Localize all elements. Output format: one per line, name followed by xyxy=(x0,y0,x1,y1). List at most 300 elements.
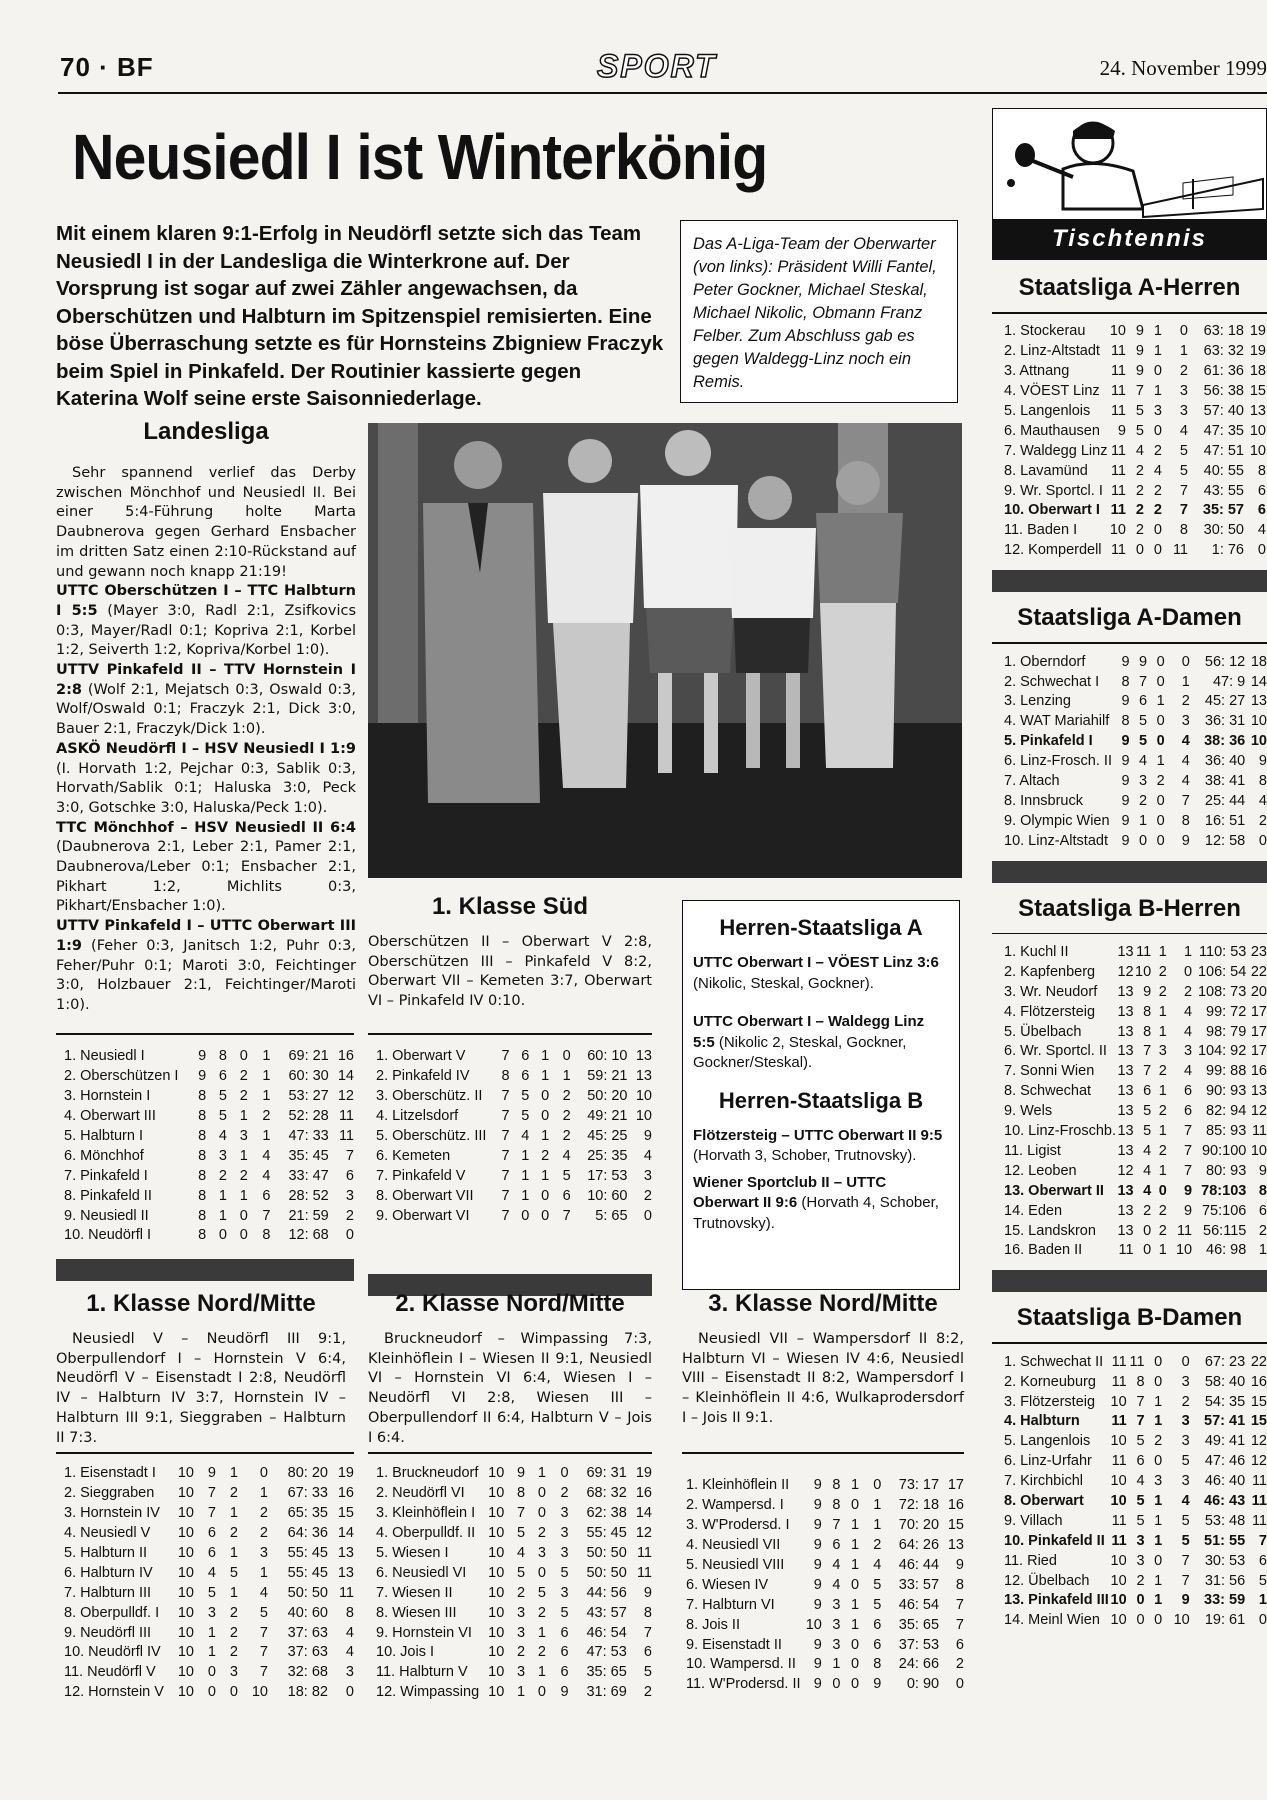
team-cell: 6. Neusiedl VI xyxy=(376,1564,467,1581)
stat-cell: 5 xyxy=(517,1525,526,1542)
table-tennis-player-icon xyxy=(993,109,1267,221)
table-row xyxy=(64,1643,354,1663)
stat-cell: 31: 69 xyxy=(586,1684,627,1701)
stat-cell: 3 xyxy=(560,1525,569,1542)
stat-cell: 0 xyxy=(541,1088,550,1105)
stat-cell: 54: 35 xyxy=(1204,1393,1246,1410)
stat-cell: 43: 55 xyxy=(1203,482,1244,499)
stat-cell: 1 xyxy=(262,1088,271,1105)
stat-cell: 46: 44 xyxy=(898,1557,940,1573)
stat-cell: 46: 40 xyxy=(1204,1473,1246,1490)
stat-cell: 13 xyxy=(1117,1083,1134,1100)
stat-cell: 9 xyxy=(1121,693,1130,710)
table-row xyxy=(1004,381,1266,401)
team-cell: 4. Oberwart III xyxy=(64,1108,156,1125)
stat-cell: 12: 68 xyxy=(288,1227,329,1244)
stat-cell: 11 xyxy=(1251,1512,1267,1529)
stat-cell: 2 xyxy=(1135,482,1144,499)
stat-cell: 55: 45 xyxy=(287,1564,328,1581)
stat-cell: 6 xyxy=(1258,1202,1267,1219)
team-cell: 12. Leoben xyxy=(1004,1162,1077,1179)
table-row xyxy=(376,1166,652,1186)
stat-cell: 2 xyxy=(259,1505,268,1522)
stat-cell: 7 xyxy=(1143,1063,1152,1080)
stat-cell: 10 xyxy=(1249,442,1266,459)
stat-cell: 13 xyxy=(1117,1182,1134,1199)
table-row xyxy=(1004,1352,1267,1372)
stat-cell: 1 xyxy=(521,1167,530,1184)
stat-cell: 10 xyxy=(177,1604,194,1621)
nord-mitte-2-title: 2. Klasse Nord/Mitte xyxy=(395,1290,625,1317)
stat-cell: 0 xyxy=(345,1227,354,1244)
stat-cell: 38: 41 xyxy=(1204,772,1246,789)
match-teams: UTTC Oberwart I – Waldegg Linz 5:5 xyxy=(693,1013,925,1051)
stat-cell: 5 xyxy=(521,1108,530,1125)
stat-cell: 0 xyxy=(239,1048,248,1065)
team-cell: 9. Wels xyxy=(1004,1103,1053,1120)
nord-mitte-2-table xyxy=(376,1464,652,1703)
table-row xyxy=(1004,1121,1267,1141)
stat-cell: 0 xyxy=(537,1505,546,1522)
stat-cell: 73: 17 xyxy=(898,1477,940,1494)
team-cell: 10. Linz-Froschb. xyxy=(1004,1123,1117,1140)
stat-cell: 40: 55 xyxy=(1203,462,1244,479)
stat-cell: 0 xyxy=(207,1684,216,1701)
team-cell: 2. Sieggraben xyxy=(64,1485,155,1502)
stat-cell: 7 xyxy=(207,1485,216,1502)
stat-cell: 24: 66 xyxy=(898,1656,940,1673)
stat-cell: 3 xyxy=(345,1187,354,1204)
stat-cell: 46: 54 xyxy=(898,1596,940,1613)
table-row xyxy=(376,1186,652,1206)
team-cell: 7. Waldegg Linz xyxy=(1004,442,1108,459)
landesliga-match xyxy=(56,917,356,1016)
stat-cell: 0 xyxy=(1143,1222,1152,1239)
table-row xyxy=(1004,540,1266,560)
stat-cell: 11 xyxy=(1110,542,1126,559)
team-cell: 4. Neusiedl VII xyxy=(686,1537,781,1554)
stat-cell: 8 xyxy=(198,1207,207,1224)
table-row xyxy=(686,1515,964,1535)
stat-cell: 8 xyxy=(1121,713,1130,730)
stat-cell: 50: 20 xyxy=(587,1088,628,1105)
table-row xyxy=(64,1563,354,1583)
stat-cell: 10 xyxy=(1110,1592,1127,1609)
match-detail: (Feher 0:3, Janitsch 1:2, Puhr 0:3, Feher/Puhr 0:1; Maroti 3:0, Feichtinger 3:0, Holzbauer 2:1, Feichtinger/Maroti 1:0). xyxy=(56,937,356,1013)
stat-cell: 3 xyxy=(1153,403,1162,419)
stat-cell: 8 xyxy=(832,1477,841,1494)
stat-cell: 2 xyxy=(229,1485,238,1502)
stat-cell: 49: 21 xyxy=(587,1108,628,1125)
stat-cell: 9 xyxy=(643,1128,652,1144)
stat-cell: 11 xyxy=(1111,1453,1127,1470)
stat-cell: 1 xyxy=(541,1128,550,1144)
stat-cell: 1 xyxy=(541,1167,550,1184)
team-cell: 8. Wiesen III xyxy=(376,1604,457,1621)
stat-cell: 11 xyxy=(1251,1473,1267,1490)
stat-cell: 52: 28 xyxy=(288,1108,329,1125)
stat-cell: 7 xyxy=(1181,792,1190,809)
stat-cell: 5 xyxy=(562,1167,571,1184)
stat-cell: 1 xyxy=(517,1684,526,1701)
stat-cell: 0 xyxy=(1181,653,1190,670)
table-row xyxy=(64,1583,354,1603)
stat-cell: 78:103 xyxy=(1201,1182,1247,1199)
stat-cell: 9 xyxy=(1121,753,1130,770)
team-cell: 2. Linz-Altstadt xyxy=(1004,343,1100,360)
stat-cell: 6 xyxy=(1139,693,1148,710)
table-row xyxy=(1004,461,1266,481)
table-row xyxy=(64,1543,354,1563)
stat-cell: 10 xyxy=(488,1525,505,1542)
stat-cell: 3 xyxy=(832,1636,841,1653)
table-row xyxy=(64,1623,354,1643)
stat-cell: 0 xyxy=(1154,1373,1163,1390)
stat-cell: 0 xyxy=(1153,542,1162,559)
stat-cell: 36: 31 xyxy=(1204,713,1246,730)
stat-cell: 58: 40 xyxy=(1204,1373,1246,1390)
stat-cell: 8 xyxy=(1257,462,1266,479)
stat-cell: 9 xyxy=(1135,363,1144,380)
stat-cell: 47: 51 xyxy=(1203,442,1244,459)
table-row xyxy=(1004,1081,1267,1101)
team-cell: 10. Neudörfl I xyxy=(64,1227,152,1244)
stat-cell: 35: 45 xyxy=(288,1147,329,1164)
team-cell: 2. Kapfenberg xyxy=(1004,963,1096,980)
table-row xyxy=(1004,1591,1267,1611)
stat-cell: 64: 26 xyxy=(898,1537,940,1554)
klasse-sued-table xyxy=(376,1047,652,1226)
team-cell: 5. Langenlois xyxy=(1004,1433,1091,1450)
stat-cell: 0 xyxy=(643,1207,652,1224)
stat-cell: 9 xyxy=(1139,653,1148,670)
stat-cell: 1 xyxy=(1154,1512,1163,1529)
stat-cell: 11 xyxy=(338,1584,354,1601)
nord-mitte-3-section xyxy=(682,1290,964,1429)
stat-cell: 11 xyxy=(1111,1373,1127,1390)
stat-cell: 9 xyxy=(1121,772,1130,789)
stat-cell: 22 xyxy=(1250,1353,1267,1370)
stat-cell: 0 xyxy=(345,1684,354,1701)
table-row xyxy=(376,1146,652,1166)
stat-cell: 2 xyxy=(517,1584,526,1601)
nord-mitte-3-results: Neusiedl VII – Wampersdorf II 8:2, Halbturn VI – Wiesen IV 4:6, Neusiedl VIII – Eisenstadt II 8:2, Wampersdorf I – Kleinhöflein II 4:6, Wulkaprodersdorf I – Jois II 9:1. xyxy=(682,1331,964,1426)
stat-cell: 13 xyxy=(1250,693,1267,710)
team-cell: 4. Flötzersteig xyxy=(1004,1003,1096,1020)
stat-cell: 36: 40 xyxy=(1204,753,1246,770)
issue-date: 24. November 1999 xyxy=(1099,56,1267,80)
stat-cell: 2 xyxy=(537,1604,546,1621)
nord-mitte-1-table-wrap xyxy=(56,1452,354,1702)
team-cell: 3. Flötzersteig xyxy=(1004,1393,1096,1410)
stat-cell: 4 xyxy=(517,1545,526,1561)
team-cell: 14. Meinl Wien xyxy=(1004,1612,1100,1629)
team-cell: 1. Bruckneudorf xyxy=(376,1465,479,1482)
header-rule xyxy=(58,92,1267,94)
stat-cell: 6 xyxy=(207,1525,216,1542)
stat-cell: 16 xyxy=(635,1485,652,1502)
stat-cell: 8 xyxy=(1143,1023,1152,1040)
stat-cell: 0 xyxy=(1156,713,1165,730)
stat-cell: 2 xyxy=(1136,1572,1145,1589)
stat-cell: 16 xyxy=(1250,1063,1267,1080)
stat-cell: 8 xyxy=(1121,673,1130,690)
stat-cell: 1 xyxy=(1158,1162,1167,1179)
stat-cell: 6 xyxy=(1184,1103,1193,1120)
stat-cell: 18 xyxy=(1249,363,1266,380)
stat-cell: 7 xyxy=(517,1505,526,1522)
table-row xyxy=(376,1066,652,1086)
match-teams: UTTC Oberwart I – VÖEST Linz 3:6 xyxy=(693,954,939,971)
stat-cell: 10 xyxy=(805,1616,822,1633)
stat-cell: 11 xyxy=(636,1564,652,1581)
stat-cell: 82: 94 xyxy=(1206,1103,1247,1120)
team-cell: 4. Neusiedl V xyxy=(64,1525,151,1542)
stat-cell: 10 xyxy=(1250,1142,1267,1159)
stat-cell: 0 xyxy=(1258,832,1267,849)
stat-cell: 19 xyxy=(1249,343,1266,360)
team-cell: 8. Oberwart xyxy=(1004,1493,1084,1510)
table-row xyxy=(1004,731,1267,751)
stat-cell: 1 xyxy=(1139,812,1148,829)
table-row xyxy=(1004,771,1267,791)
stat-cell: 80: 93 xyxy=(1206,1162,1247,1179)
stat-cell: 10 xyxy=(1110,1612,1127,1629)
team-cell: 1. Eisenstadt I xyxy=(64,1465,156,1482)
stat-cell: 1 xyxy=(851,1537,860,1554)
stat-cell: 9 xyxy=(873,1676,882,1693)
stat-cell: 0 xyxy=(851,1656,860,1673)
stat-cell: 1 xyxy=(851,1477,860,1494)
lead-paragraph: Mit einem klaren 9:1-Erfolg in Neudörfl setzte sich das Team Neusiedl I in der Landesliga die Winterkrone auf. Der Vorsprung ist sogar auf zwei Zähler angewachsen, da Oberschützen und Halbturn im Spitzenspiel remisierten. Eine böse Überraschung setzte es für Hornsteins Zbigniew Fraczyk beim Spiel in Pinkafeld. Der Routinier kassierte gegen Katerina Wolf seine erste Saisonniederlage. xyxy=(56,222,664,410)
stat-cell: 8 xyxy=(345,1604,354,1621)
stat-cell: 0 xyxy=(1156,812,1165,829)
table-row xyxy=(1004,1531,1267,1551)
table-top-rule xyxy=(56,1452,354,1454)
stat-cell: 8 xyxy=(198,1128,207,1144)
stat-cell: 1 xyxy=(541,1048,550,1065)
stat-cell: 6 xyxy=(207,1545,216,1561)
stat-cell: 5 xyxy=(259,1604,268,1621)
stat-cell: 6 xyxy=(1257,482,1266,499)
stat-cell: 1 xyxy=(1158,1003,1167,1020)
team-cell: 7. Halbturn III xyxy=(64,1584,152,1601)
table-row xyxy=(1004,982,1267,1002)
stat-cell: 3 xyxy=(832,1616,841,1633)
table-row xyxy=(1004,1571,1267,1591)
stat-cell: 11 xyxy=(1111,1353,1127,1370)
team-cell: 8. Innsbruck xyxy=(1004,792,1083,809)
stat-cell: 2 xyxy=(537,1525,546,1542)
stat-cell: 1 xyxy=(239,1108,248,1125)
stat-cell: 3 xyxy=(537,1545,546,1561)
stat-cell: 2 xyxy=(259,1525,268,1542)
stat-cell: 31: 56 xyxy=(1204,1572,1246,1589)
stat-cell: 0 xyxy=(259,1465,268,1482)
stat-cell: 8 xyxy=(1143,1003,1152,1020)
table-row xyxy=(376,1583,652,1603)
herren-b-result-2 xyxy=(683,1173,959,1235)
stat-cell: 59: 21 xyxy=(587,1068,628,1085)
team-cell: 10. Oberwart I xyxy=(1004,502,1100,519)
stat-cell: 7 xyxy=(832,1517,841,1534)
team-cell: 6. Mauthausen xyxy=(1004,422,1100,439)
stat-cell: 13 xyxy=(1117,1063,1134,1080)
a-damen-table xyxy=(1004,652,1267,851)
stat-cell: 32: 68 xyxy=(287,1664,328,1681)
stat-cell: 10 xyxy=(488,1624,505,1641)
stat-cell: 14 xyxy=(1250,673,1267,690)
landesliga-title: Landesliga xyxy=(143,418,269,445)
stat-cell: 13 xyxy=(1117,1123,1134,1140)
stat-cell: 6 xyxy=(955,1636,964,1653)
stat-cell: 3 xyxy=(560,1584,569,1601)
stat-cell: 1: 76 xyxy=(1211,542,1244,559)
stat-cell: 2 xyxy=(1158,1063,1167,1080)
stat-cell: 5 xyxy=(517,1564,526,1581)
herren-a-result-1 xyxy=(683,953,959,994)
stat-cell: 110: 53 xyxy=(1199,944,1247,961)
stat-cell: 10 xyxy=(177,1564,194,1581)
stat-cell: 1 xyxy=(521,1147,530,1164)
stat-cell: 11 xyxy=(1111,1532,1127,1549)
stat-cell: 28: 52 xyxy=(288,1187,329,1204)
stat-cell: 30: 53 xyxy=(1204,1552,1246,1569)
table-row xyxy=(1004,421,1266,441)
stat-cell: 10 xyxy=(488,1485,505,1502)
stat-cell: 11 xyxy=(1177,1222,1193,1239)
stat-cell: 10 xyxy=(488,1684,505,1701)
stat-cell: 1 xyxy=(1154,1532,1163,1549)
team-cell: 9. Eisenstadt II xyxy=(686,1636,782,1653)
stat-cell: 5 xyxy=(560,1564,569,1581)
stat-cell: 0 xyxy=(1156,832,1165,849)
stat-cell: 10 xyxy=(488,1664,505,1681)
stat-cell: 12 xyxy=(635,1525,652,1542)
stat-cell: 2 xyxy=(1143,1202,1152,1219)
stat-cell: 11 xyxy=(1172,542,1188,559)
stat-cell: 3 xyxy=(560,1545,569,1561)
team-cell: 2. Pinkafeld IV xyxy=(376,1068,470,1085)
stat-cell: 6 xyxy=(560,1624,569,1641)
stat-cell: 37: 63 xyxy=(287,1624,328,1641)
stat-cell: 11 xyxy=(1110,482,1126,499)
team-cell: 12. Wimpassing xyxy=(376,1684,480,1701)
stat-cell: 7 xyxy=(1136,1393,1145,1410)
stat-cell: 3 xyxy=(259,1545,268,1561)
stat-cell: 16: 51 xyxy=(1204,812,1246,829)
stat-cell: 7 xyxy=(1136,1413,1145,1430)
stat-cell: 0 xyxy=(537,1564,546,1581)
stat-cell: 72: 18 xyxy=(898,1497,940,1514)
stat-cell: 69: 31 xyxy=(586,1465,627,1482)
team-cell: 1. Stockerau xyxy=(1004,323,1086,340)
stat-cell: 10 xyxy=(177,1624,194,1641)
stat-cell: 9 xyxy=(560,1684,569,1701)
stat-cell: 0 xyxy=(1156,733,1165,750)
stat-cell: 2 xyxy=(1158,1222,1167,1239)
table-row xyxy=(376,1682,652,1702)
stat-cell: 1 xyxy=(1154,1493,1163,1510)
stat-cell: 35: 57 xyxy=(1202,502,1244,519)
stat-cell: 5 xyxy=(218,1108,227,1125)
stat-cell: 50: 50 xyxy=(287,1584,328,1601)
stat-cell: 15 xyxy=(947,1517,964,1534)
stat-cell: 57: 41 xyxy=(1204,1413,1246,1430)
team-cell: 9. Villach xyxy=(1004,1512,1063,1529)
stat-cell: 10 xyxy=(177,1684,194,1701)
stat-cell: 3 xyxy=(345,1664,354,1681)
table-row xyxy=(1004,361,1266,381)
stat-cell: 2 xyxy=(560,1485,569,1502)
match-teams: Wiener Sportclub II – UTTC Oberwart II 9:6 xyxy=(693,1173,887,1211)
stat-cell: 6 xyxy=(562,1187,571,1204)
herren-staatsliga-a-title: Herren-Staatsliga A xyxy=(719,915,923,940)
stat-cell: 11 xyxy=(1136,944,1152,961)
landesliga-match xyxy=(56,819,356,918)
stat-cell: 2 xyxy=(1258,812,1267,829)
stat-cell: 0 xyxy=(1179,323,1188,340)
team-cell: 1. Oberwart V xyxy=(376,1048,466,1065)
stat-cell: 1 xyxy=(239,1187,248,1204)
team-cell: 13. Pinkafeld III xyxy=(1004,1592,1109,1609)
stat-cell: 0 xyxy=(537,1485,546,1502)
stat-cell: 9 xyxy=(198,1048,207,1065)
stat-cell: 1 xyxy=(1179,343,1188,360)
table-row xyxy=(1004,1491,1267,1511)
stat-cell: 5 xyxy=(1181,1512,1190,1529)
team-cell: 4. Oberpulldf. II xyxy=(376,1525,476,1542)
stat-cell: 8 xyxy=(1258,772,1267,789)
stat-cell: 11 xyxy=(1129,1353,1145,1370)
stat-cell: 4 xyxy=(1143,1142,1152,1159)
team-cell: 11. Ligist xyxy=(1004,1142,1061,1159)
stat-cell: 11 xyxy=(338,1128,354,1144)
stat-cell: 2 xyxy=(1158,1103,1167,1120)
stat-cell: 13 xyxy=(1117,983,1134,1000)
team-cell: 6. Linz-Urfahr xyxy=(1004,1453,1092,1470)
table-row xyxy=(1004,942,1267,962)
stat-cell: 4 xyxy=(1184,1063,1193,1080)
table-bottom-bar xyxy=(992,1270,1267,1292)
stat-cell: 40: 60 xyxy=(287,1604,328,1621)
stat-cell: 7 xyxy=(501,1088,510,1105)
stat-cell: 8 xyxy=(198,1088,207,1105)
stat-cell: 10 xyxy=(1109,323,1126,340)
stat-cell: 9 xyxy=(813,1517,822,1534)
stat-cell: 3 xyxy=(218,1147,227,1164)
stat-cell: 25: 44 xyxy=(1204,792,1246,809)
table-row xyxy=(1004,1240,1267,1260)
stat-cell: 2 xyxy=(229,1644,238,1661)
stat-cell: 67: 33 xyxy=(287,1485,328,1502)
stat-cell: 7 xyxy=(1258,1532,1267,1549)
stat-cell: 9 xyxy=(1143,983,1152,1000)
stat-cell: 3 xyxy=(1181,1433,1190,1450)
stat-cell: 16 xyxy=(337,1048,354,1065)
stat-cell: 2 xyxy=(1135,522,1144,539)
stat-cell: 2 xyxy=(562,1108,571,1125)
table-row xyxy=(1004,791,1267,811)
team-cell: 10. Wampersd. II xyxy=(686,1656,796,1673)
stat-cell: 55: 45 xyxy=(586,1525,627,1542)
herren-b-result-1 xyxy=(683,1126,959,1167)
match-detail: (Horvath 3, Schober, Trutnovsky). xyxy=(693,1147,917,1164)
stat-cell: 47: 53 xyxy=(586,1644,627,1661)
team-cell: 3. Kleinhöflein I xyxy=(376,1505,476,1522)
nord-mitte-2-results: Bruckneudorf – Wimpassing 7:3, Kleinhöflein I – Wiesen II 9:1, Neusiedl VI – Hornstein VI 6:4, Wiesen I – Neudörfl VI 2:8, Wiesen III – Oberpullendorf II 6:4, Halbturn V – Jois I 6:4. xyxy=(368,1331,652,1446)
stat-cell: 10: 60 xyxy=(587,1187,628,1204)
